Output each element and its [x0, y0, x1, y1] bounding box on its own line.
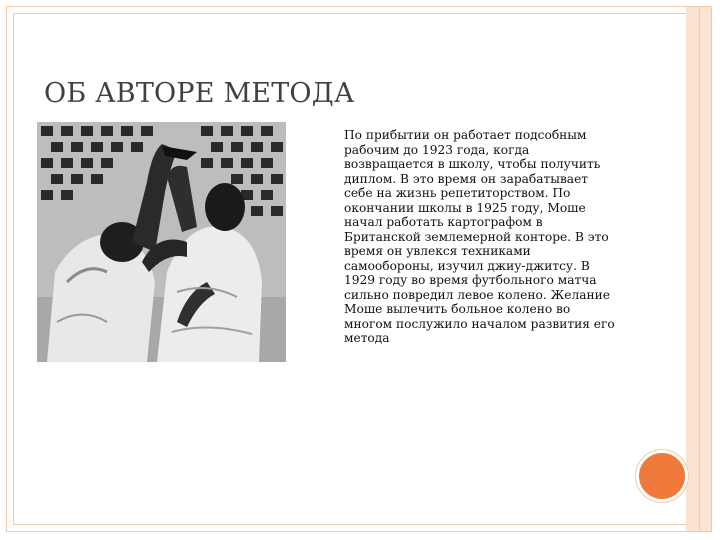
- decorative-accent-circle: [636, 450, 688, 502]
- decorative-side-line: [699, 7, 700, 531]
- martial-arts-photo: [37, 122, 286, 362]
- slide-body-text: По прибытии он работает подсобным рабочим до 1923 года, когда возвращается в школу, чтобы получить диплом. В это время он зарабатывает себе на жизнь репетиторством. По окончании школы в 1925 году, Моше начал работать картографом в Британской землемерной конторе. В это время он увлекся техниками самообороны, изучил джиу-джитсу. В 1929 году во время футбольного матча сильно повредил левое колено. Желание Моше вылечить больное колено во многом послужило началом развития его метода: [344, 128, 615, 345]
- slide-title: ОБ АВТОРЕ МЕТОДА: [44, 78, 355, 109]
